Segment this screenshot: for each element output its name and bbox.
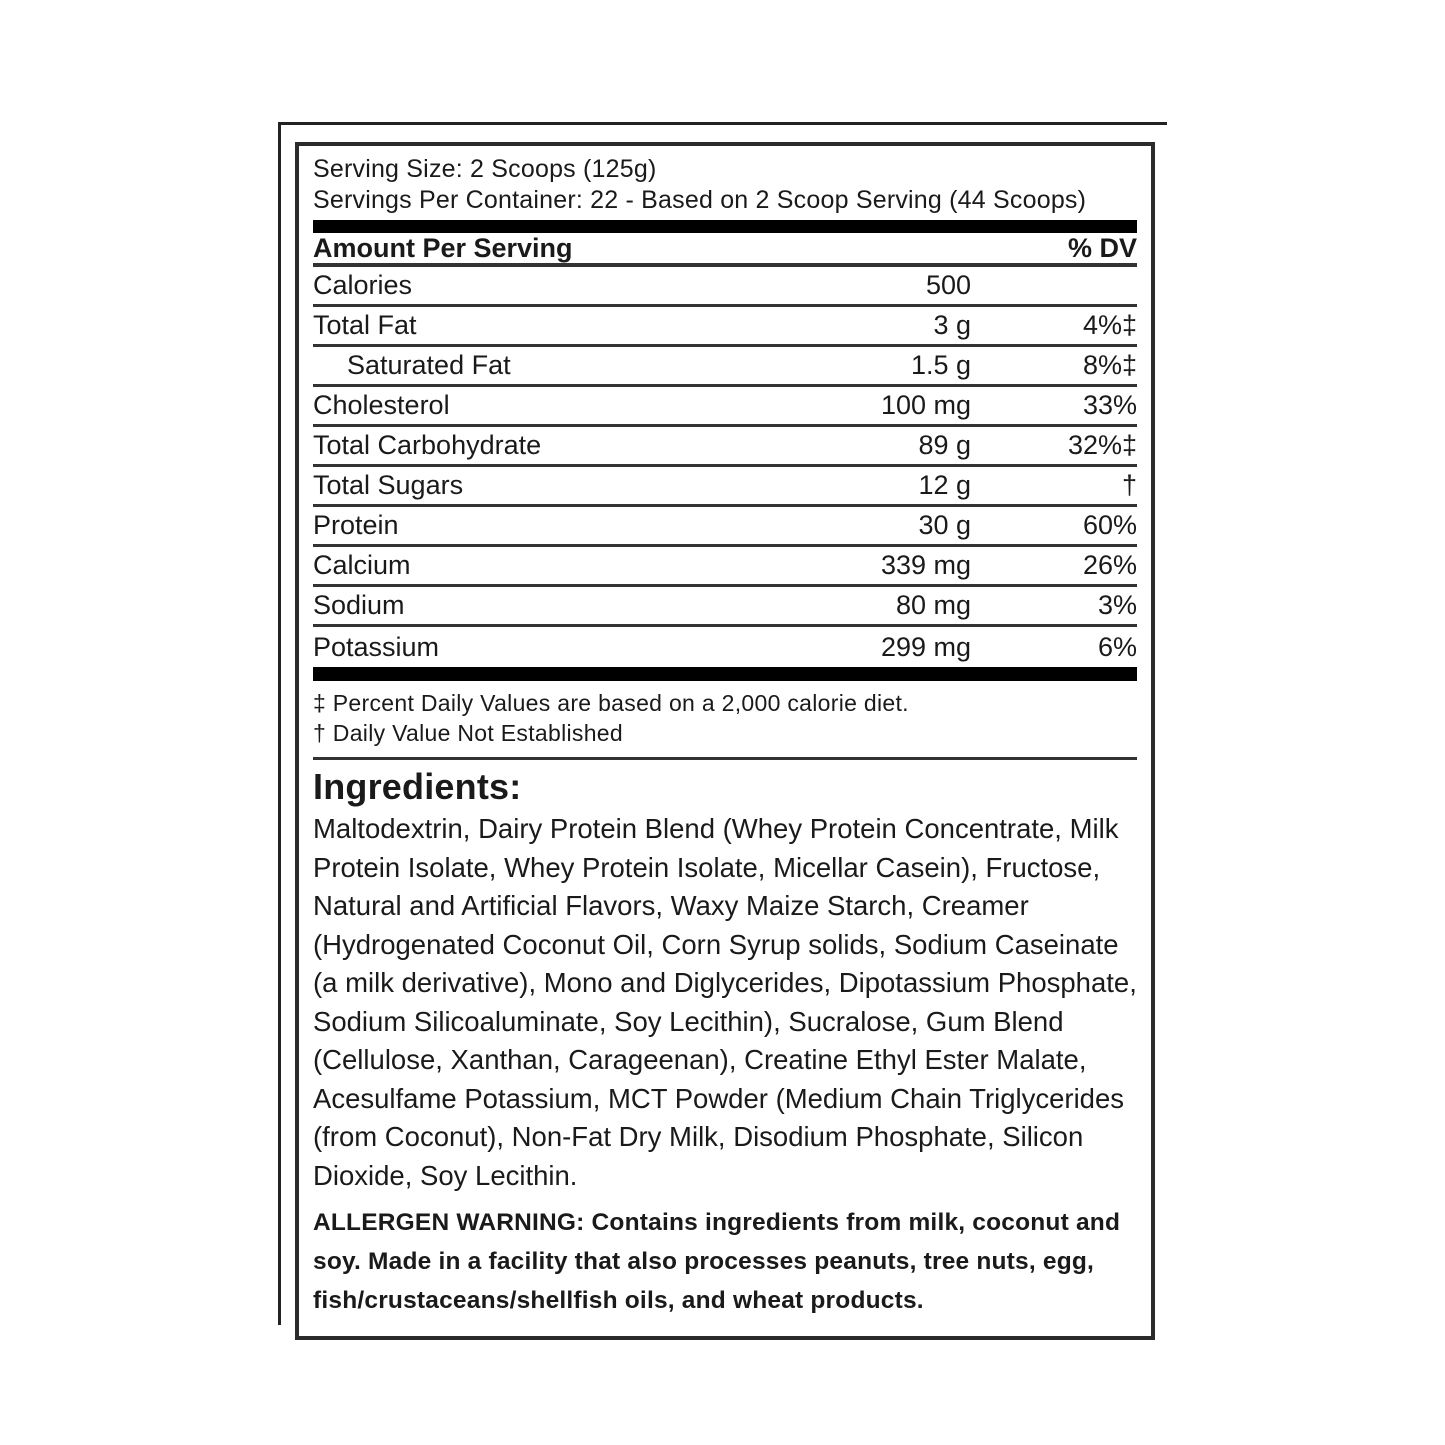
nutrient-amount: 299 mg [880,631,971,662]
nutrient-dv: 26% [1082,550,1137,580]
nutrient-name: Saturated Fat [347,350,511,380]
nutrient-dv: † [1121,470,1137,500]
nutrient-amount: 339 mg [880,550,971,580]
nutrient-amount: 3 g [933,310,971,340]
nutrient-name: Cholesterol [313,390,450,420]
thick-divider-bottom [313,667,1137,681]
nutrient-row-total-fat [313,307,1137,347]
nutrient-dv: 4%‡ [1082,310,1137,340]
nutrient-amount: 100 mg [880,390,971,420]
nutrient-row-calcium [313,547,1137,587]
amount-per-serving-header: Amount Per Serving [313,232,573,263]
nutrient-dv: 6% [1097,631,1137,662]
footnotes [313,681,1137,760]
nutrient-dv: 33% [1082,390,1137,420]
nutrient-name: Total Sugars [313,470,464,500]
serving-size: Serving Size: 2 Scoops (125g) [313,155,657,183]
nutrient-amount: 1.5 g [910,350,971,380]
nutrient-name: Sodium [313,590,405,620]
nutrient-row-protein [313,507,1137,547]
nutrient-dv: 8%‡ [1082,350,1137,380]
ingredients-title: Ingredients: [313,766,522,807]
servings-per-container: Servings Per Container: 22 - Based on 2 Scoop Serving (44 Scoops) [313,186,1087,214]
nutrient-dv: 60% [1082,510,1137,540]
nutrient-row-cholesterol [313,387,1137,427]
nutrient-name: Calories [313,270,413,300]
percent-dv-header: % DV [1067,232,1137,263]
nutrient-amount: 30 g [918,510,971,540]
nutrient-amount: 80 mg [895,590,971,620]
footnote-dv-not-established: † Daily Value Not Established [313,720,623,746]
nutrient-row-total-carbohydrate [313,427,1137,467]
nutrient-name: Total Carbohydrate [313,430,542,460]
nutrient-row-total-sugars [313,467,1137,507]
supplement-facts-label [295,142,1155,1340]
nutrient-dv: 32%‡ [1067,430,1137,460]
table-header-row [313,233,1137,267]
thick-divider-top [313,220,1137,233]
footnote-percent-dv: ‡ Percent Daily Values are based on a 2,000 calorie diet. [313,690,909,716]
nutrient-row-potassium [313,627,1137,667]
nutrient-name: Total Fat [313,310,417,340]
nutrient-row-sodium [313,587,1137,627]
nutrient-name: Potassium [313,631,440,662]
nutrient-row-saturated-fat [313,347,1137,387]
allergen-warning: ALLERGEN WARNING: Contains ingredients from milk, coconut and soy. Made in a facility that also processes peanuts, tree nuts, egg, fish/crustaceans/shellfish oils, and wheat products. [313,1209,1121,1314]
nutrient-name: Calcium [313,550,411,580]
ingredients-text: Maltodextrin, Dairy Protein Blend (Whey Protein Concentrate, Milk Protein Isolate, Whey Protein Isolate, Micellar Casein), Fructose, Natural and Artificial Flavors, Waxy Maize Starch, Creamer (Hydrogenated Coconut Oil, Corn Syrup solids, Sodium Caseinate (a milk derivative), Mono and Diglycerides, Dipotassium Phosphate, Sodium Silicoaluminate, Soy Lecithin), Sucralose, Gum Blend (Cellulose, Xanthan, Carageenan), Creatine Ethyl Ester Malate, Acesulfame Potassium, MCT Powder (Medium Chain Triglycerides (from Coconut), Non-Fat Dry Milk, Disodium Phosphate, Silicon Dioxide, Soy Lecithin. [313,813,1137,1191]
nutrient-amount: 89 g [918,430,971,460]
nutrient-row-calories [313,267,1137,307]
nutrient-dv: 3% [1097,590,1137,620]
nutrient-name: Protein [313,510,399,540]
nutrient-amount: 500 [925,270,971,300]
nutrient-amount: 12 g [918,470,971,500]
